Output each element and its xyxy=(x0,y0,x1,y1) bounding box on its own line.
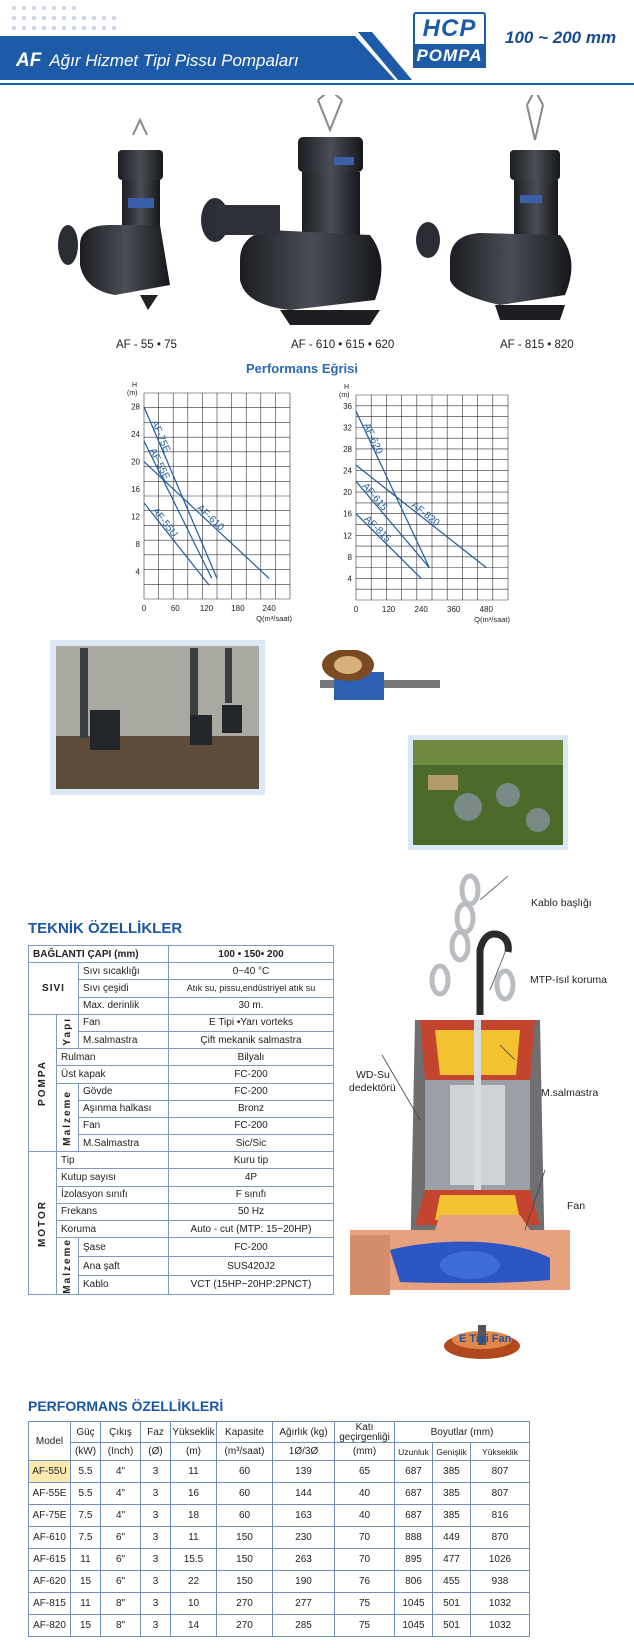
unit-kati: (mm) xyxy=(335,1443,395,1461)
table-cell: 8" xyxy=(101,1615,141,1637)
table-cell: 270 xyxy=(217,1615,273,1637)
pump-af610-image xyxy=(201,95,381,325)
subgroup-malzeme: Malzeme xyxy=(57,1083,79,1152)
performance-table xyxy=(28,1421,530,1637)
col-kati xyxy=(335,1422,395,1443)
series-code: AF xyxy=(16,50,42,71)
performance-title: Performans Eğrisi xyxy=(246,361,358,376)
label-fan: Fan xyxy=(567,1200,586,1212)
table-row xyxy=(29,1152,334,1169)
spec-value: VCT (15HP~20HP:2PNCT) xyxy=(169,1275,334,1294)
table-row xyxy=(29,1571,530,1593)
table-cell: 8" xyxy=(101,1593,141,1615)
table-row xyxy=(29,963,334,980)
table-cell: 7.5 xyxy=(71,1505,101,1527)
col-uzunluk: Uzunluk xyxy=(395,1443,433,1461)
spec-value: Auto - cut (MTP: 15~20HP) xyxy=(169,1221,334,1238)
table-cell: 75 xyxy=(335,1615,395,1637)
table-row xyxy=(29,1505,530,1527)
table-cell: 6" xyxy=(101,1549,141,1571)
table-cell: 270 xyxy=(217,1593,273,1615)
table-cell: 150 xyxy=(217,1527,273,1549)
table-row xyxy=(29,1483,530,1505)
x-tick-label: 240 xyxy=(414,605,428,614)
spec-value: 4P xyxy=(169,1169,334,1186)
table-cell: 11 xyxy=(71,1549,101,1571)
table-cell: 6" xyxy=(101,1571,141,1593)
spec-value: 50 Hz xyxy=(169,1203,334,1220)
table-cell: 1045 xyxy=(395,1593,433,1615)
table-row xyxy=(29,1615,530,1637)
col-guc: Güç xyxy=(71,1422,101,1443)
x-tick-label: 480 xyxy=(479,605,493,614)
pump-photos xyxy=(40,95,630,335)
spec-label: Sıvı çeşidi xyxy=(79,980,169,997)
y-tick-label: 32 xyxy=(343,423,352,433)
table-row xyxy=(29,1066,334,1083)
spec-label: Fan xyxy=(79,1014,169,1031)
tech-spec-title: TEKNİK ÖZELLİKLER xyxy=(28,920,183,937)
unit-agirlik: 1Ø/3Ø xyxy=(273,1443,335,1461)
spec-label: Aşınma halkası xyxy=(79,1100,169,1117)
spec-label: Fan xyxy=(79,1117,169,1134)
table-cell: 22 xyxy=(171,1571,217,1593)
table-cell: 687 xyxy=(395,1461,433,1483)
model-cell: AF-815 xyxy=(29,1593,71,1615)
table-cell: 190 xyxy=(273,1571,335,1593)
series-label: AF-615 xyxy=(359,481,390,514)
table-cell: 807 xyxy=(471,1483,530,1505)
table-cell: 5.5 xyxy=(71,1483,101,1505)
spec-value: F sınıfı xyxy=(169,1186,334,1203)
table-cell: 16 xyxy=(171,1483,217,1505)
unit-cikis: (Inch) xyxy=(101,1443,141,1461)
table-cell: 687 xyxy=(395,1483,433,1505)
model-cell: AF-55E xyxy=(29,1483,71,1505)
x-tick-label: 0 xyxy=(353,605,359,614)
spec-value: Bilyalı xyxy=(169,1049,334,1066)
spec-label: M.Salmastra xyxy=(79,1135,169,1152)
connection-value: 100 • 150• 200 xyxy=(169,946,334,963)
y-tick-label: 4 xyxy=(135,567,140,577)
table-cell: 60 xyxy=(217,1505,273,1527)
table-cell: 10 xyxy=(171,1593,217,1615)
page-header xyxy=(0,0,634,90)
table-cell: 7.5 xyxy=(71,1527,101,1549)
table-cell: 40 xyxy=(335,1505,395,1527)
table-row xyxy=(29,1169,334,1186)
table-cell: 230 xyxy=(273,1527,335,1549)
table-cell: 3 xyxy=(141,1571,171,1593)
col-cikis: Çıkış xyxy=(101,1422,141,1443)
table-cell: 806 xyxy=(395,1571,433,1593)
y-tick-label: 12 xyxy=(343,531,352,541)
spec-label: Üst kapak xyxy=(57,1066,169,1083)
table-cell: 3 xyxy=(141,1483,171,1505)
table-cell: 70 xyxy=(335,1549,395,1571)
table-cell: 1045 xyxy=(395,1615,433,1637)
table-row xyxy=(29,1461,530,1483)
col-yukseklik: Yükseklik xyxy=(171,1422,217,1443)
table-cell: 870 xyxy=(471,1527,530,1549)
y-tick-label: 16 xyxy=(131,485,140,495)
table-cell: 15 xyxy=(71,1615,101,1637)
table-cell: 1032 xyxy=(471,1615,530,1637)
unit-kapasite: (m³/saat) xyxy=(217,1443,273,1461)
y-tick-label: 8 xyxy=(347,552,352,562)
table-cell: 385 xyxy=(433,1483,471,1505)
performance-table-title: PERFORMANS ÖZELLİKLERİ xyxy=(28,1398,224,1414)
pump-caption-1: AF - 55 • 75 xyxy=(116,339,177,351)
table-row xyxy=(29,1014,334,1031)
spec-label: Sıvı sıcaklığı xyxy=(79,963,169,980)
table-cell: 139 xyxy=(273,1461,335,1483)
y-tick-label: 20 xyxy=(131,457,140,467)
model-cell: AF-620 xyxy=(29,1571,71,1593)
table-cell: 285 xyxy=(273,1615,335,1637)
table-cell: 75 xyxy=(335,1593,395,1615)
table-cell: 3 xyxy=(141,1505,171,1527)
pump-caption-3: AF - 815 • 820 xyxy=(500,339,574,351)
table-cell: 70 xyxy=(335,1527,395,1549)
spec-label: Şase xyxy=(79,1238,169,1257)
table-cell: 4" xyxy=(101,1505,141,1527)
table-cell: 40 xyxy=(335,1483,395,1505)
y-tick-label: 24 xyxy=(343,466,352,476)
pump-cutaway-illustration xyxy=(340,870,630,1390)
spec-value: Kuru tip xyxy=(169,1152,334,1169)
series-label: AF-55E xyxy=(146,446,172,482)
size-range: 100 ~ 200 mm xyxy=(505,28,617,47)
table-cell: 15.5 xyxy=(171,1549,217,1571)
model-cell: AF-615 xyxy=(29,1549,71,1571)
spec-value: Bronz xyxy=(169,1100,334,1117)
model-cell: AF-75E xyxy=(29,1505,71,1527)
table-cell: 60 xyxy=(217,1461,273,1483)
table-cell: 3 xyxy=(141,1593,171,1615)
table-row xyxy=(29,1527,530,1549)
label-mtp: MTP-Isıl koruma xyxy=(530,974,608,986)
table-cell: 3 xyxy=(141,1527,171,1549)
spec-value: FC-200 xyxy=(169,1083,334,1100)
series-label: AF-55U xyxy=(149,505,180,540)
table-cell: 687 xyxy=(395,1505,433,1527)
table-cell: 18 xyxy=(171,1505,217,1527)
spec-value: FC-200 xyxy=(169,1238,334,1257)
col-faz: Faz xyxy=(141,1422,171,1443)
unit-yukseklik: (m) xyxy=(171,1443,217,1461)
pump-af815-image xyxy=(416,95,571,320)
col-boyutlar: Boyutlar (mm) xyxy=(395,1422,530,1443)
table-row xyxy=(29,1549,530,1571)
x-tick-label: 0 xyxy=(141,604,147,613)
series-label: AF-815 xyxy=(361,513,393,545)
spec-label: Kutup sayısı xyxy=(57,1169,169,1186)
model-cell: AF-610 xyxy=(29,1527,71,1549)
pump-af55-image xyxy=(58,120,170,310)
col-boy-yukseklik: Yükseklik xyxy=(471,1443,530,1461)
series-label: AF-820 xyxy=(408,499,442,529)
x-tick-label: 60 xyxy=(170,604,180,613)
table-cell: 816 xyxy=(471,1505,530,1527)
table-cell: 385 xyxy=(433,1505,471,1527)
x-axis-label: Q(m³/saat) xyxy=(474,615,510,624)
logo-bottom-text: POMPA xyxy=(413,44,486,68)
spec-value: Çift mekanik salmastra xyxy=(169,1031,334,1048)
table-cell: 144 xyxy=(273,1483,335,1505)
y-tick-label: 4 xyxy=(347,574,352,584)
group-pompa: POMPA xyxy=(29,1014,57,1152)
x-tick-label: 120 xyxy=(381,605,396,614)
connection-label: BAĞLANTI ÇAPI (mm) xyxy=(29,946,169,963)
table-cell: 11 xyxy=(71,1593,101,1615)
label-wd-1: WD-Su xyxy=(356,1069,390,1081)
table-cell: 4" xyxy=(101,1483,141,1505)
motor-rotor-photo xyxy=(312,650,442,725)
spec-label: Max. derinlik xyxy=(79,997,169,1014)
table-cell: 163 xyxy=(273,1505,335,1527)
label-wd-2: dedektörü xyxy=(349,1082,396,1094)
header-title xyxy=(16,50,299,72)
table-cell: 3 xyxy=(141,1615,171,1637)
y-tick-label: 24 xyxy=(131,430,140,440)
y-tick-label: 16 xyxy=(343,509,352,519)
brand-logo xyxy=(413,12,486,74)
table-cell: 277 xyxy=(273,1593,335,1615)
x-tick-label: 120 xyxy=(199,604,214,613)
table-cell: 3 xyxy=(141,1549,171,1571)
table-cell: 150 xyxy=(217,1571,273,1593)
x-tick-label: 240 xyxy=(262,604,276,613)
spec-label: Gövde xyxy=(79,1083,169,1100)
spec-label: Frekans xyxy=(57,1203,169,1220)
table-cell: 449 xyxy=(433,1527,471,1549)
logo-top-text: HCP xyxy=(413,12,486,44)
table-cell: 65 xyxy=(335,1461,395,1483)
col-kati-line2: geçirgenliği xyxy=(339,1432,390,1443)
col-kapasite: Kapasite xyxy=(217,1422,273,1443)
y-tick-label: 28 xyxy=(343,444,352,454)
table-cell: 60 xyxy=(217,1483,273,1505)
e-type-fan-caption: E Tipi Fan xyxy=(459,1333,512,1345)
table-header-row xyxy=(29,1422,530,1443)
spec-value: Atık su, pissu,endüstriyel atık su xyxy=(169,980,334,997)
table-row xyxy=(29,1221,334,1238)
y-tick-label: 12 xyxy=(131,512,140,522)
performance-chart-1 xyxy=(122,380,322,636)
table-cell: 15 xyxy=(71,1571,101,1593)
table-cell: 1032 xyxy=(471,1593,530,1615)
col-kati-line1: Katı xyxy=(355,1422,374,1433)
y-axis-label: H xyxy=(132,382,138,389)
table-header-row xyxy=(29,1443,530,1461)
table-row xyxy=(29,1186,334,1203)
spec-label: İzolasyon sınıfı xyxy=(57,1186,169,1203)
y-axis-label: H xyxy=(344,384,350,391)
table-cell: 76 xyxy=(335,1571,395,1593)
table-cell: 385 xyxy=(433,1461,471,1483)
table-cell: 6" xyxy=(101,1527,141,1549)
treatment-plant-photo xyxy=(408,735,568,850)
subgroup-motor-malzeme: Malzeme xyxy=(57,1238,79,1295)
table-cell: 5.5 xyxy=(71,1461,101,1483)
table-cell: 455 xyxy=(433,1571,471,1593)
spec-label: Koruma xyxy=(57,1221,169,1238)
table-cell: 11 xyxy=(171,1527,217,1549)
performance-chart-2 xyxy=(334,375,534,637)
model-cell: AF-55U xyxy=(29,1461,71,1483)
label-kablo: Kablo başlığı xyxy=(531,897,592,909)
table-cell: 895 xyxy=(395,1549,433,1571)
series-label: AF-620 xyxy=(360,421,385,456)
spec-value: E Tipi •Yarı vorteks xyxy=(169,1014,334,1031)
y-axis-unit: (m) xyxy=(339,392,350,399)
spec-label: M.salmastra xyxy=(79,1031,169,1048)
col-model: Model xyxy=(29,1422,71,1461)
table-cell: 14 xyxy=(171,1615,217,1637)
unit-guc: (kW) xyxy=(71,1443,101,1461)
table-cell: 888 xyxy=(395,1527,433,1549)
series-label: AF-75E xyxy=(148,418,172,455)
table-row xyxy=(29,1049,334,1066)
y-tick-label: 8 xyxy=(135,540,140,550)
table-cell: 501 xyxy=(433,1615,471,1637)
series-label: AF-610 xyxy=(194,502,226,534)
spec-label: Tip xyxy=(57,1152,169,1169)
tech-spec-table xyxy=(28,945,334,1295)
subgroup-yapi: Yapı xyxy=(57,1014,79,1048)
spec-value: Sic/Sic xyxy=(169,1135,334,1152)
table-cell: 938 xyxy=(471,1571,530,1593)
pump-caption-2: AF - 610 • 615 • 620 xyxy=(291,339,395,351)
unit-faz: (Ø) xyxy=(141,1443,171,1461)
table-cell: 1026 xyxy=(471,1549,530,1571)
x-tick-label: 180 xyxy=(231,604,245,613)
installation-photo xyxy=(50,640,265,795)
spec-label: Rulman xyxy=(57,1049,169,1066)
table-row xyxy=(29,1238,334,1257)
table-cell: 263 xyxy=(273,1549,335,1571)
table-row xyxy=(29,1083,334,1100)
group-sivi: SIVI xyxy=(29,963,79,1015)
table-row xyxy=(29,1593,530,1615)
spec-value: 30 m. xyxy=(169,997,334,1014)
spec-value: FC-200 xyxy=(169,1066,334,1083)
y-tick-label: 36 xyxy=(343,401,352,411)
group-motor: MOTOR xyxy=(29,1152,57,1295)
y-tick-label: 28 xyxy=(131,402,140,412)
table-cell: 150 xyxy=(217,1549,273,1571)
col-agirlik: Ağırlık (kg) xyxy=(273,1422,335,1443)
table-row xyxy=(29,946,334,963)
spec-value: 0~40 °C xyxy=(169,963,334,980)
model-cell: AF-820 xyxy=(29,1615,71,1637)
table-cell: 3 xyxy=(141,1461,171,1483)
col-genislik: Genişlik xyxy=(433,1443,471,1461)
spec-value: FC-200 xyxy=(169,1117,334,1134)
x-tick-label: 360 xyxy=(447,605,461,614)
table-cell: 11 xyxy=(171,1461,217,1483)
table-cell: 807 xyxy=(471,1461,530,1483)
spec-label: Kablo xyxy=(79,1275,169,1294)
spec-value: SUS420J2 xyxy=(169,1257,334,1276)
y-tick-label: 20 xyxy=(343,488,352,498)
table-cell: 477 xyxy=(433,1549,471,1571)
label-msalmastra: M.salmastra xyxy=(541,1087,599,1099)
series-name: Ağır Hizmet Tipi Pissu Pompaları xyxy=(49,51,299,70)
spec-label: Ana şaft xyxy=(79,1257,169,1276)
table-cell: 4" xyxy=(101,1461,141,1483)
table-row xyxy=(29,1203,334,1220)
table-cell: 501 xyxy=(433,1593,471,1615)
x-axis-label: Q(m³/saat) xyxy=(256,614,292,623)
y-axis-unit: (m) xyxy=(127,390,138,397)
